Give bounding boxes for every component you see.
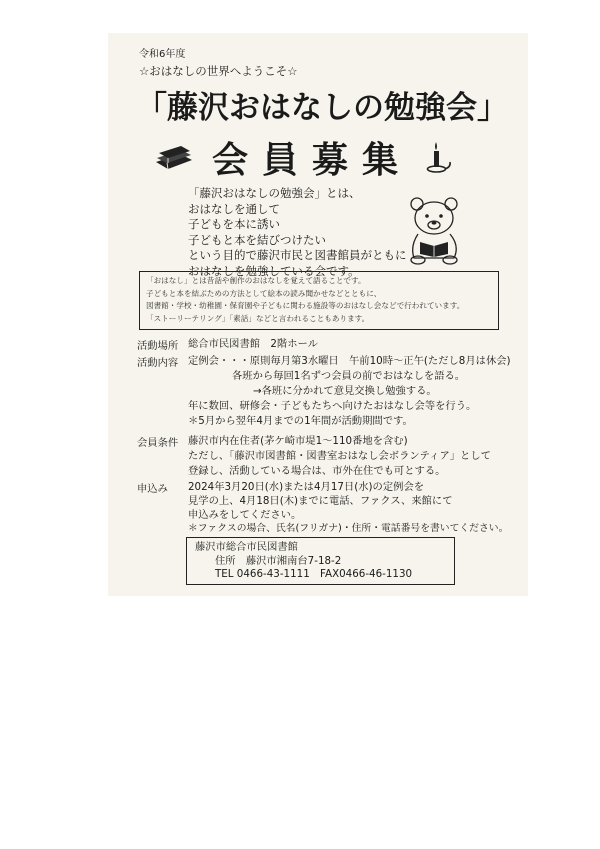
activity-line: ＊5月から翌年4月までの1年間が活動期間です。: [188, 415, 413, 427]
note-line: 図書館・学校・幼稚園・保育園や子どもに関わる施設等のおはなし会などで行われています。: [146, 301, 465, 310]
venue-label: 活動場所: [137, 340, 179, 352]
activity-line: →各班に分かれて意見交換し勉強する。: [253, 385, 437, 397]
conditions-line: 藤沢市内在住者(茅ケ崎市堤1～110番地を含む): [188, 435, 408, 447]
intro-line: 子どもを本に誘い: [188, 217, 280, 232]
intro-line: 「藤沢おはなしの勉強会」とは、: [188, 186, 361, 200]
apply-line: 2024年3月20日(水)または4月17日(水)の定例会を: [188, 481, 425, 493]
welcome-line: ☆おはなしの世界へようこそ☆: [139, 64, 298, 78]
apply-label: 申込み: [137, 483, 168, 495]
candle-icon: [426, 138, 454, 178]
apply-line: 見学の上、4月18日(木)までに電話、ファクス、来館にて: [188, 495, 453, 507]
intro-line: おはなしを勉強している会です。: [188, 263, 360, 278]
activity-line: 年に数回、研修会・子どもたちへ向けたおはなし会等を行う。: [188, 400, 477, 412]
fiscal-year: 令和6年度: [139, 49, 186, 60]
intro-text: [188, 186, 407, 280]
note-line: 「おはなし」とは昔話や創作のおはなしを覚えて語ることです。: [146, 276, 366, 285]
page-title: 「藤沢おはなしの勉強会」: [136, 90, 508, 126]
activity-line: 各班から毎回1名ずつ会員の前でおはなしを語る。: [232, 370, 466, 382]
intro-line: という目的で藤沢市民と図書館員がともに: [188, 248, 407, 263]
recruit-heading: 会員募集: [212, 140, 413, 181]
contact-box: [186, 537, 455, 585]
contact-phone: TEL 0466-43-1111 FAX0466-46-1130: [215, 568, 413, 580]
activity-label: 活動内容: [137, 357, 179, 369]
contact-address: 住所 藤沢市湘南台7-18-2: [215, 554, 342, 567]
conditions-line: ただし、「藤沢市図書館・図書室おはなし会ボランティア」として: [188, 450, 491, 462]
books-icon: [154, 144, 194, 172]
note-line: 子どもと本を結ぶための方法として絵本の読み聞かせなどとともに、: [146, 288, 382, 298]
note-box: [139, 271, 499, 330]
conditions-label: 会員条件: [137, 437, 179, 449]
bear-reading-icon: [404, 194, 466, 266]
note-line: 「ストーリーテリング」「素話」などと言われることもあります。: [146, 313, 370, 323]
conditions-line: 登録し、活動している場合は、市外在住でも可とする。: [188, 465, 446, 477]
apply-line: 申込みをしてください。: [188, 509, 302, 521]
intro-line: おはなしを通して: [188, 201, 280, 216]
apply-line: ＊ファクスの場合、氏名(フリガナ)・住所・電話番号を書いてください。: [188, 523, 509, 534]
venue-value: 総合市民図書館 2階ホール: [188, 338, 318, 350]
contact-name: 藤沢市総合市民図書館: [195, 541, 298, 553]
activity-line: 定例会・・・原則毎月第3水曜日 午前10時～正午(ただし8月は休会): [188, 355, 511, 367]
intro-line: 子どもと本を結びつけたい: [188, 232, 326, 247]
